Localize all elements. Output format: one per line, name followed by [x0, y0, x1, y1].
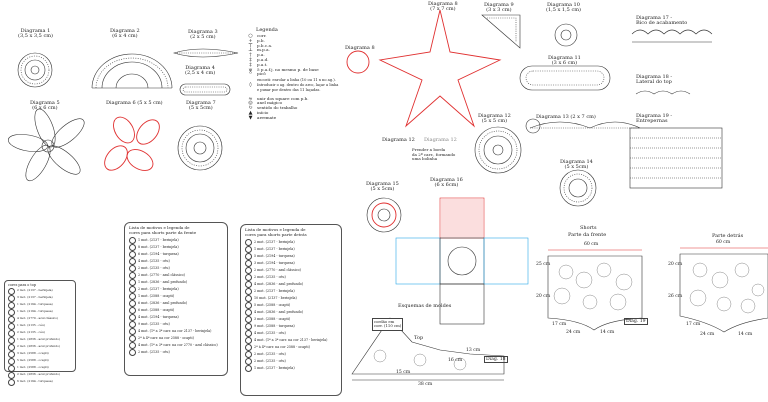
list-item-label: 2 mot. (2135 - céu)	[138, 349, 170, 354]
list-item-label: 3 mot. (2588 - ocapti)	[17, 351, 49, 356]
motif-icon	[245, 351, 252, 358]
legend-item-label: p.b.	[257, 37, 265, 43]
list-item-label: 2 mot. (2836 - azul profundo)	[17, 344, 60, 349]
list-item-label: 1 mot. (2194 - turquesa)	[17, 309, 53, 314]
diagram-12-label	[478, 114, 511, 124]
legend-symbol-icon: ≈	[248, 95, 253, 102]
diagram-14-size: (5 x 5cm)	[564, 164, 589, 171]
list-item-label: 9 mot. (2588 - turquesa)	[254, 324, 295, 329]
diagram-3-label	[188, 30, 218, 40]
diagram-11-title: Diagrama 11	[548, 55, 581, 61]
diagram-14-title: Diagrama 14	[560, 159, 593, 165]
shorts-front-title: Parte da frente	[568, 232, 607, 238]
list-back-rows	[241, 239, 341, 372]
list-item-label: 2 mot. (2135 - céu)	[254, 359, 286, 364]
list-item	[8, 302, 75, 309]
list-back-box	[240, 224, 342, 396]
diagram-12b-title: Diagrama 12	[382, 137, 415, 143]
diagram-2-size: (6 x 4 cm)	[112, 33, 138, 40]
legend-item-label: p.a.t.	[257, 61, 268, 67]
list-item	[245, 302, 341, 309]
schematic-title: Esquemas de moldes	[398, 303, 452, 309]
diagram-7-title: Diagrama 7	[186, 100, 216, 106]
shorts-front-width: 60 cm	[584, 242, 599, 247]
list-item	[8, 295, 75, 302]
diagram-9-size: (3 x 3 cm)	[486, 7, 512, 14]
list-item	[245, 246, 341, 253]
shorts-back-title: Parte detrás	[712, 233, 744, 239]
legend-symbol-icon: ⊥	[248, 47, 253, 54]
motif-icon	[245, 323, 252, 330]
motif-icon	[245, 344, 252, 351]
motif-icon	[8, 316, 15, 323]
diagram-12-flower	[475, 127, 521, 173]
measure-top-4: 38 cm	[418, 382, 433, 387]
diagram-4-size: (2,5 x 4 cm)	[185, 70, 216, 77]
list-item	[245, 239, 341, 246]
legend-item-label: início	[257, 109, 269, 115]
diagram-11-size: (3 x 6 cm)	[551, 60, 578, 67]
list-item-label: 4 mot. (2836 - azul profundo)	[254, 282, 304, 287]
legend-item-label: p.a.d.	[257, 56, 269, 62]
list-top-rows	[5, 288, 75, 386]
legend-item-label: encosti: enrolar a linha (10 ou 11 x no ag.). Introduzir o ag. dentro do arco, laçar a linha e puxar por dentro das 11 laçadas.	[257, 78, 339, 92]
motif-icon	[129, 335, 136, 342]
shorts-back-width: 60 cm	[716, 240, 731, 245]
diagram-9-triangle	[482, 15, 520, 48]
list-item	[8, 351, 75, 358]
diagram-6-flower	[100, 113, 164, 174]
list-item	[129, 349, 227, 356]
motif-icon	[8, 295, 15, 302]
diagram-15-ring	[372, 203, 396, 227]
legend-item-label: picô	[257, 71, 266, 77]
list-item	[129, 258, 227, 265]
motif-icon	[8, 372, 15, 379]
list-item-label: 2 mot. (2770 - azul clássico)	[138, 272, 185, 277]
list-item-label: 2 mot. (2135 - céu)	[254, 275, 286, 280]
motif-icon	[8, 351, 15, 358]
measure-top-1: 15 cm	[396, 370, 411, 375]
list-item-label: 4 mot. (2836 - azul profundo)	[254, 310, 304, 315]
diagram-19-label	[636, 114, 672, 124]
diagram-18-edge	[636, 91, 690, 94]
diagram-3-size: (2 x 5 cm)	[190, 34, 216, 41]
motif-icon	[8, 323, 15, 330]
diagram-5-label	[30, 101, 60, 111]
diagram-4-label	[185, 66, 215, 76]
diagram-1-motif	[18, 53, 52, 87]
diagram-11-oval	[520, 66, 610, 90]
motif-icon	[129, 293, 136, 300]
list-item-label: 2ª à 4ª carr. na cor 2588 - ocapti)	[254, 345, 310, 350]
legend-symbol-icon: ◊	[249, 81, 252, 88]
list-item-label: 1 mot. (2836 - azul profundo)	[138, 279, 188, 284]
list-item	[8, 372, 75, 379]
list-item	[8, 309, 75, 316]
diagram-4-oval	[180, 84, 230, 95]
list-item-label: 2 mot. (2137 - berinjela)	[254, 240, 295, 245]
motif-icon	[129, 237, 136, 244]
diagram-7-label	[186, 101, 216, 111]
list-item-label: 2 mot. (2836 - azul profundo)	[17, 372, 60, 377]
list-item	[8, 323, 75, 330]
list-item	[129, 342, 227, 349]
top-label: Top	[414, 335, 424, 341]
list-item-label: 8 mot. (2137 - berinjela)	[138, 244, 179, 249]
shorts-b4: 17 cm	[686, 322, 701, 327]
legend-symbol-icon: ↻	[248, 105, 253, 112]
list-item	[129, 237, 227, 244]
list-item-label: 1 mot. (2137 - berinjela)	[138, 237, 179, 242]
motif-icon	[245, 253, 252, 260]
list-item-label: 4 mot. (2194 - turquesa)	[138, 314, 179, 319]
list-item	[245, 316, 341, 323]
list-item-label: 4 mot. (2135 - céu)	[138, 258, 170, 263]
legend-item-label: p.a.	[257, 52, 265, 58]
legend-symbol-icon: ▲	[248, 109, 253, 116]
diagram-17-label	[636, 16, 687, 26]
list-item	[129, 307, 227, 314]
list-item	[8, 316, 75, 323]
list-item	[129, 272, 227, 279]
list-item-label: 5 mot. (2588 - ocapti)	[254, 303, 291, 308]
motif-icon	[8, 309, 15, 316]
list-item-label: 3 mot. (2588 - ocapti)	[254, 317, 291, 322]
list-item-label: 2 mot. (2135 - céu)	[138, 265, 170, 270]
list-item	[129, 286, 227, 293]
list-item	[129, 293, 227, 300]
diagram-1-title: Diagrama 1	[20, 28, 51, 34]
list-item	[245, 344, 341, 351]
list-item	[129, 265, 227, 272]
list-item-label: 2 mot. (2137 - berinjela)	[254, 289, 295, 294]
diagram-19-size: Entrepernas	[636, 118, 668, 125]
list-top-title: cores para o top	[8, 283, 36, 287]
diagram-14-label	[560, 160, 593, 170]
diagram-17-title: Diagrama 17 -	[636, 15, 673, 21]
list-item-label: 2 mot. (2135 - céu)	[254, 352, 286, 357]
diagram-8-title: Diagrama 8	[428, 1, 458, 7]
list-item-label: 10 mot. (2137 - berinjela)	[254, 296, 297, 301]
list-item-label: 2 mot. (2137 - berinjela)	[17, 288, 53, 293]
diagram-18-label	[636, 75, 672, 85]
diagram-11-label	[548, 56, 581, 66]
motif-icon	[8, 302, 15, 309]
list-item-label: 1 mot. (2836 - azul profundo)	[17, 337, 60, 342]
legend-item	[246, 78, 342, 92]
list-item-label: 3 mot. (2137 - berinjela)	[17, 295, 53, 300]
list-front-rows	[125, 237, 227, 356]
motif-icon	[129, 286, 136, 293]
list-item	[8, 344, 75, 351]
diagram-8-size: (7 x 7 cm)	[430, 6, 456, 13]
motif-icon	[245, 358, 252, 365]
diagram-1-size: (3,5 x 3,5 cm)	[18, 33, 53, 40]
motif-icon	[8, 365, 15, 372]
motif-icon	[245, 316, 252, 323]
diagram-18-size: Lateral do top	[636, 79, 672, 86]
list-item-label: 1 mot. (2194 - turquesa)	[17, 302, 53, 307]
motif-icon	[129, 321, 136, 328]
shorts-b2: 24 cm	[566, 330, 581, 335]
legend-symbol-icon: ◎	[248, 100, 253, 107]
legend-symbol-icon: ▼	[248, 114, 253, 121]
legend-item-label: sentido do trabalho	[257, 105, 298, 111]
diagram-17-size: Bico de acabamento	[636, 20, 688, 27]
legend-item-label: arremate	[257, 114, 277, 120]
motif-icon	[245, 267, 252, 274]
diagram-6-title: Diagrama 6 (5 x 5 cm)	[106, 100, 163, 106]
diagram-5-title: Diagrama 5	[30, 100, 60, 106]
motif-icon	[8, 379, 15, 386]
list-item-label: 9 mot. (2135 - céu)	[138, 321, 170, 326]
motif-icon	[245, 260, 252, 267]
legend-symbol-icon: ○	[248, 33, 253, 39]
diagram-18-title: Diagrama 18 -	[636, 74, 673, 80]
measure-top-2: 16 cm	[448, 358, 463, 363]
legend-item-label: anel mágico	[257, 100, 283, 106]
motif-icon	[245, 337, 252, 344]
list-item-label: 5 mot. (2588 - ocapti)	[17, 358, 49, 363]
motif-icon	[245, 246, 252, 253]
legend-title: Legenda	[256, 27, 278, 33]
diagram-15-size: (5 x 5cm)	[370, 186, 395, 193]
legend-symbol-icon: †	[249, 52, 252, 59]
legend-symbol-icon: ᴼ	[249, 71, 252, 78]
shorts-h2: 20 cm	[536, 294, 551, 299]
list-item-label: 1 mot. (2135 - céu)	[17, 323, 45, 328]
list-item-label: 2 mot. (2135 - céu)	[17, 330, 45, 335]
list-item	[245, 274, 341, 281]
diagram-5-size: (6 x 6 cm)	[32, 105, 58, 112]
legend-symbol-icon: ψ	[248, 66, 253, 73]
motif-icon	[129, 349, 136, 356]
shorts-b1: 17 cm	[552, 322, 567, 327]
motif-icon	[129, 342, 136, 349]
list-item	[245, 267, 341, 274]
diagram-3-strip	[174, 49, 238, 57]
list-item	[129, 279, 227, 286]
diagram-16-size: (6 x 6cm)	[434, 182, 459, 189]
cord-label: cordão em corr. (110 cm)	[372, 318, 403, 331]
list-item	[8, 358, 75, 365]
legend-item-label: 5 p.a.f.j. no mesmo p. de base	[257, 66, 319, 72]
motif-icon	[245, 330, 252, 337]
list-item-label: 3 mot. (2194 - turquesa)	[254, 261, 295, 266]
diagram-9-label	[484, 3, 514, 13]
shorts-diag-tag: Diag. 19	[626, 319, 646, 324]
list-item	[129, 314, 227, 321]
legend-symbol-icon: ⊤	[248, 42, 253, 49]
diagram-13-title: Diagrama 13 (2 x 7 cm)	[536, 114, 596, 120]
legend-symbol-icon: ‡	[249, 56, 252, 63]
list-item-label: 6 mot. (2836 - azul profundo)	[138, 300, 188, 305]
diagram-12-size: (5 x 5 cm)	[481, 118, 508, 125]
diagram-8-star	[380, 10, 500, 126]
list-item	[129, 300, 227, 307]
list-item	[8, 379, 75, 386]
list-item-label: 2 mot. (2770 - azul clássico)	[254, 268, 301, 273]
diagram-15-title: Diagrama 15	[366, 181, 399, 187]
list-item	[8, 288, 75, 295]
diagram-10-label	[546, 3, 581, 13]
shorts-title: Shorts	[580, 225, 597, 231]
motif-icon	[129, 258, 136, 265]
list-item	[245, 281, 341, 288]
list-item	[129, 328, 227, 335]
diagram-12c-title: Diagrama 12	[424, 137, 457, 143]
motif-icon	[245, 288, 252, 295]
top-diag-tag: Diag. 18	[486, 357, 506, 362]
list-item-label: 2ª à 4ª carr. na cor 2588 - ocapti)	[138, 335, 194, 340]
motif-icon	[129, 307, 136, 314]
list-item	[129, 251, 227, 258]
diagram-17-trim	[632, 30, 712, 42]
list-item-label: 1 mot. (2137 - berinjela)	[254, 366, 295, 371]
legend-list	[246, 34, 342, 121]
list-item	[8, 330, 75, 337]
motif-icon	[129, 244, 136, 251]
list-item-label: 1 mot. (2588 - ocapti)	[17, 365, 49, 370]
diagram-7-flower	[178, 126, 222, 170]
list-item-label: 6 mot. (2588 - ocapti)	[138, 307, 175, 312]
diagram-8b-title: Diagrama 8	[345, 45, 375, 51]
shorts-h4: 26 cm	[668, 294, 683, 299]
list-item	[245, 253, 341, 260]
list-item-label: 6 mot. (2194 - turquesa)	[17, 379, 53, 384]
list-item	[129, 244, 227, 251]
legend-item	[246, 72, 342, 77]
shorts-b3: 14 cm	[600, 330, 615, 335]
legend-item	[246, 116, 342, 121]
motif-icon	[8, 337, 15, 344]
motif-icon	[245, 295, 252, 302]
list-front-box	[124, 222, 228, 376]
diagram-12-small	[526, 119, 540, 133]
diagram-2-title: Diagrama 2	[110, 28, 140, 34]
list-item	[129, 321, 227, 328]
motif-icon	[8, 288, 15, 295]
list-item-label: 4 mot. (1ª a 3ª carr. na cor 2137 - berinjela)	[254, 338, 328, 343]
motif-icon	[8, 344, 15, 351]
motif-icon	[245, 274, 252, 281]
shorts-h1: 25 cm	[536, 262, 551, 267]
motif-icon	[129, 251, 136, 258]
shorts-b5: 24 cm	[700, 332, 715, 337]
motif-icon	[245, 239, 252, 246]
motif-icon	[129, 272, 136, 279]
diagram-8-small	[347, 51, 369, 73]
diagram-1-label	[18, 29, 53, 39]
shorts-b6: 14 cm	[738, 332, 753, 337]
motif-icon	[129, 265, 136, 272]
diagram-4-title: Diagrama 4	[185, 65, 215, 71]
measure-top-3: 13 cm	[466, 348, 481, 353]
motif-icon	[245, 281, 252, 288]
list-back-title: Lista de motivos e legenda de cores para shorts parte detrás	[245, 227, 307, 237]
list-item	[245, 351, 341, 358]
legend-item-label: m.p.a.	[257, 47, 270, 53]
list-item	[8, 337, 75, 344]
list-item-label: 4 mot. (2135 - céu)	[254, 331, 286, 336]
diagram-10-size: (1,5 x 1,5 cm)	[546, 7, 581, 14]
legend-item-label: corr.	[257, 33, 267, 38]
list-item	[245, 288, 341, 295]
legend-symbol-icon: ‡	[249, 61, 252, 68]
list-item-label: 1 mot. (2137 - berinjela)	[254, 247, 295, 252]
diagram-12-title: Diagrama 12	[478, 113, 511, 119]
diagram-10-circle	[555, 24, 577, 46]
diagram-7-size: (5 x 5cm)	[188, 105, 213, 112]
diagram-2-label	[110, 29, 140, 39]
diagram-3-title: Diagrama 3	[188, 29, 218, 35]
list-front-title: Lista de motivos e legenda de cores para shorts parte da frente	[129, 225, 197, 235]
list-item	[245, 358, 341, 365]
diagram-19-title: Diagrama 19 -	[636, 113, 673, 119]
list-item-label: 1 mot. (2588 - ocapti)	[138, 293, 175, 298]
legend-item-label: p.b.c.a.	[257, 42, 273, 48]
diagram-15-label	[366, 182, 399, 192]
diagram-16-title: Diagrama 16	[430, 177, 463, 183]
motif-icon	[245, 365, 252, 372]
diagram-12-note: Prender a borda da 2ª carr., formando uma bolinha	[412, 147, 456, 162]
motif-icon	[129, 314, 136, 321]
list-item-label: 4 mot. (2770 - azul clássico)	[17, 316, 59, 321]
list-item-label: 5 mot. (2194 - turquesa)	[254, 254, 295, 259]
diagram-9-title: Diagrama 9	[484, 2, 514, 8]
motif-icon	[129, 279, 136, 286]
list-item-label: 6 mot. (2194 - turquesa)	[138, 251, 179, 256]
diagram-8-label	[428, 2, 458, 12]
list-item	[245, 330, 341, 337]
list-item	[129, 335, 227, 342]
diagram-16-label	[430, 178, 463, 188]
list-item	[245, 309, 341, 316]
list-item-label: 4 mot. (1ª a 3ª carr. na cor 2137 - berinjela)	[138, 328, 212, 333]
motif-icon	[245, 309, 252, 316]
diagram-13-strips	[530, 122, 640, 128]
list-item	[245, 295, 341, 302]
diagram-14-flower	[560, 170, 596, 206]
motif-icon	[8, 358, 15, 365]
list-item-label: 2 mot. (2137 - berinjela)	[138, 286, 179, 291]
list-top-box	[4, 280, 76, 384]
list-item	[245, 260, 341, 267]
list-item-label: 4 mot. (1ª a 3ª carr. na cor 2770 - azul clássico)	[138, 342, 218, 347]
motif-icon	[245, 302, 252, 309]
list-item	[245, 323, 341, 330]
legend-item-label: unir dos square com p.b.	[257, 95, 309, 101]
motif-icon	[129, 300, 136, 307]
diagram-5-flower	[7, 106, 89, 184]
list-item	[245, 365, 341, 372]
list-item	[245, 337, 341, 344]
motif-icon	[129, 328, 136, 335]
motif-icon	[8, 330, 15, 337]
shorts-h3: 20 cm	[668, 262, 683, 267]
diagram-19-mesh	[630, 128, 722, 188]
legend-symbol-icon: +	[248, 37, 253, 44]
diagram-10-title: Diagrama 10	[547, 2, 580, 8]
shorts-back-outline	[680, 248, 768, 332]
diagram-2-fan	[92, 54, 172, 88]
list-item	[8, 365, 75, 372]
